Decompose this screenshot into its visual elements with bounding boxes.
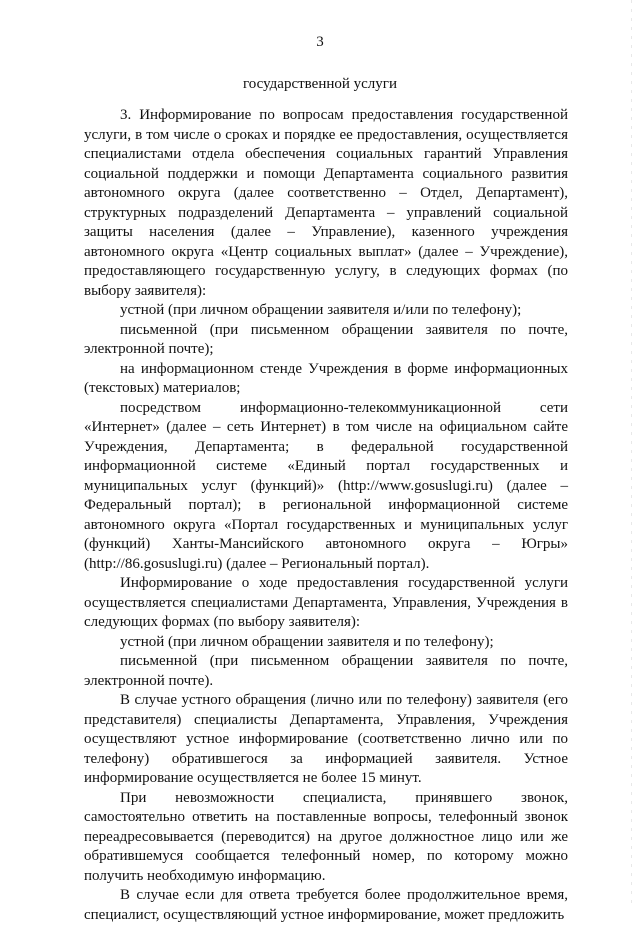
paragraph-written-form: письменной (при письменном обращении заявителя по почте, электронной почте); <box>84 321 568 357</box>
paragraph-progress-oral: устной (при личном обращении заявителя и по телефону); <box>120 633 494 650</box>
document-body <box>84 106 568 925</box>
paragraph-oral-form: устной (при личном обращении заявителя и/или по телефону); <box>120 302 522 318</box>
paragraph-progress-written: письменной (при письменном обращении заявителя по почте, электронной почте). <box>84 653 568 689</box>
paragraph-info-stand: на информационном стенде Учреждения в форме информационных (текстовых) материалов; <box>84 360 568 396</box>
paragraph-internet: посредством информационно-телекоммуникационной сети «Интернет» (далее – сеть Интернет) в том числе на официальном сайте Учреждения, Департамента; в федеральной государственной информационной системе «Единый портал государственных и муниципальных услуг (функций)» (http://www.gosuslugi.ru) (далее – Федеральный портал); в региональной информационной системе автономного округа «Портал государственных и муниципальных услуг (функций) Ханты-Мансийского автономного округа – Югры» (http://86.gosuslugi.ru) (далее – Региональный портал). <box>84 399 568 572</box>
paragraph-oral-request: В случае устного обращения (лично или по телефону) заявителя (его представителя) специалисты Департамента, Управления, Учреждения осуществляют устное информирование (соответственно лично или по телефону) обратившегося за информацией заявителя. Устное информирование осуществляется не более 15 минут. <box>84 692 568 786</box>
paragraph-longer-answer: В случае если для ответа требуется более продолжительное время, специалист, осуществляющий устное информирование, может предложить <box>84 887 568 923</box>
page-number: 3 <box>316 34 324 50</box>
scan-edge-artifact <box>631 0 632 905</box>
paragraph-call-redirect: При невозможности специалиста, принявшего звонок, самостоятельно ответить на поставленные вопросы, телефонный звонок переадресовывается (переводится) на другое должностное лицо или же обратившемуся сообщается телефонный номер, по которому можно получить необходимую информацию. <box>84 789 568 884</box>
paragraph-progress-informing: Информирование о ходе предоставления государственной услуги осуществляется специалистами Департамента, Управления, Учреждения в следующих формах (по выбору заявителя): <box>84 575 568 630</box>
paragraph-informing-forms: 3. Информирование по вопросам предоставления государственной услуги, в том числе о сроках и порядке ее предоставления, осуществляется специалистами отдела обеспечения социальных гарантий Управления социальной поддержки и помощи Департамента социального развития автономного округа (далее соответственно – Отдел, Департамент), структурных подразделений Департамента – управлений социальной защиты населения (далее – Управление), казенного учреждения автономного округа «Центр социальных выплат» (далее – Учреждение), предоставляющего государственную услугу, в следующих формах (по выбору заявителя): <box>84 107 568 299</box>
section-heading-continuation: государственной услуги <box>243 76 397 92</box>
